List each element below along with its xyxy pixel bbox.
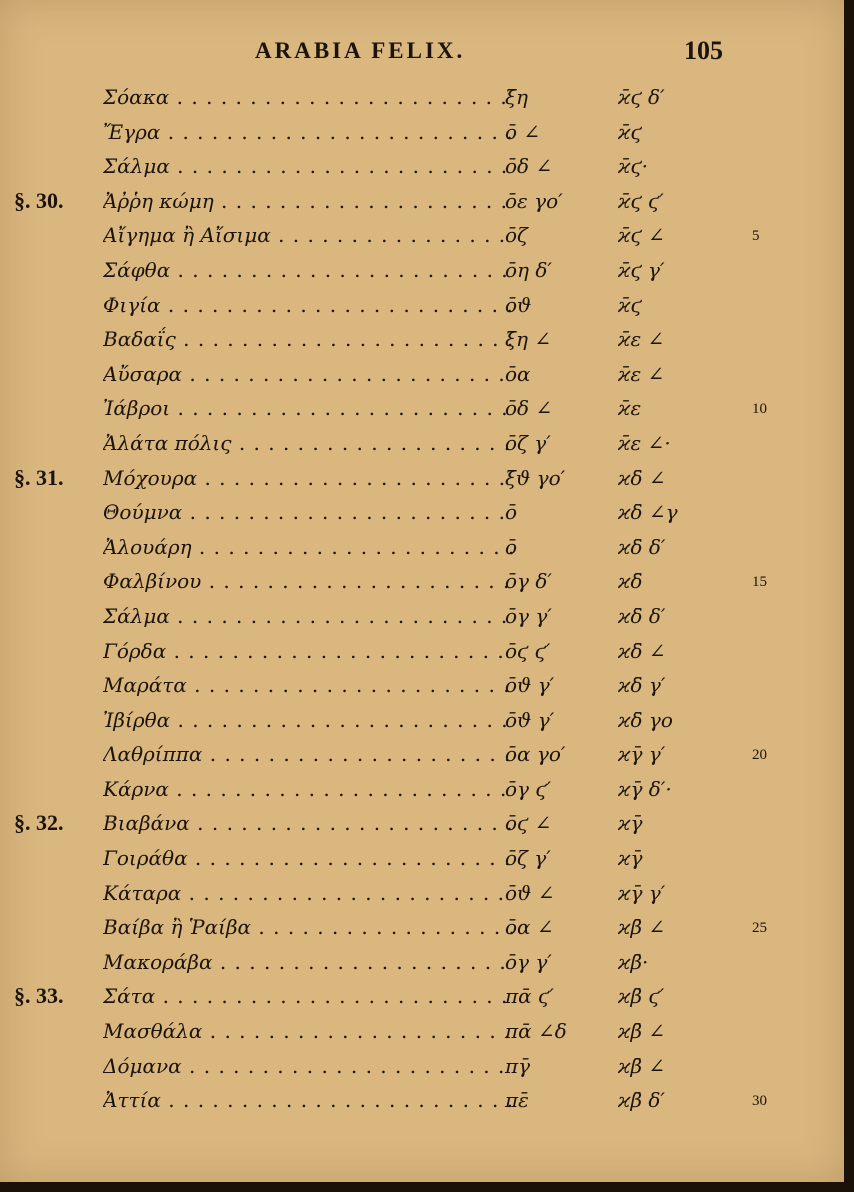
latitude-value: ϰγ̄: [618, 846, 643, 871]
longitude-value: πᾱ ∠δ: [505, 1019, 567, 1044]
table-row: [0, 391, 844, 426]
longitude-value: ο̄γ ϛ′: [505, 776, 552, 801]
latitude-value: ϰβ̄·: [618, 949, 649, 974]
latitude-value: ϰβ̄ ∠: [618, 915, 666, 940]
place-name: Φιγία . . .: [103, 293, 513, 317]
table-row: [0, 841, 844, 876]
latitude-value: ϰγ̄: [618, 811, 643, 836]
latitude-value: ϰ̄ε ∠: [618, 327, 665, 352]
place-name: Θούμνα . . .: [103, 500, 513, 524]
table-row: [0, 288, 844, 323]
place-name: Βαίβα ἢ Ῥαίβα . . .: [103, 915, 513, 939]
place-name: Ἀῤῥη κώμη . . .: [103, 189, 513, 213]
running-head: ARABIA FELIX.: [255, 38, 466, 63]
table-row: [0, 495, 844, 530]
latitude-value: ϰβ̄ ∠: [618, 1019, 666, 1044]
latitude-value: ϰδ̄ ∠γ: [618, 500, 678, 525]
table-row: [0, 772, 844, 807]
table-row: [0, 945, 844, 980]
place-name: Λαθρίππα . . .: [103, 742, 513, 766]
table-row: [0, 806, 844, 841]
place-name: Δόμανα . . .: [103, 1054, 513, 1078]
longitude-value: ο̄γ γ′: [505, 949, 552, 974]
table-row: [0, 357, 844, 392]
latitude-value: ϰδ̄ ∠: [618, 465, 666, 490]
table-row: [0, 115, 844, 150]
table-row: [0, 184, 844, 219]
place-name: Ἀττία . . .: [103, 1088, 513, 1112]
longitude-value: ο̄α γο′: [505, 742, 566, 767]
place-name: Μόχουρα . . .: [103, 466, 513, 490]
latitude-value: ϰ̄ϛ: [618, 292, 642, 317]
longitude-value: ο̄α: [505, 361, 531, 386]
latitude-value: ϰβ̄ ∠: [618, 1053, 666, 1078]
place-name: Ἀλάτα πόλις . . .: [103, 431, 513, 455]
latitude-value: ϰδ̄ γ′: [618, 673, 666, 698]
table-row: [0, 149, 844, 184]
table-row: [0, 703, 844, 738]
longitude-value: ο̄ζ γ′: [505, 430, 551, 455]
table-row: [0, 876, 844, 911]
place-name: Κάρνα . . .: [103, 777, 513, 801]
section-mark: §. 33.: [14, 983, 64, 1009]
latitude-value: ϰδ̄: [618, 569, 643, 594]
table-row: [0, 668, 844, 703]
latitude-value: ϰγ̄ δ′·: [618, 776, 672, 801]
line-number: 15: [752, 574, 767, 591]
section-mark: §. 31.: [14, 464, 64, 490]
page-number: 105: [684, 36, 723, 65]
latitude-value: ϰβ̄ δ′: [618, 1088, 665, 1113]
line-number: 5: [752, 228, 760, 245]
place-name: Σάφθα . . .: [103, 258, 513, 282]
table-row: [0, 737, 844, 772]
latitude-value: ϰδ̄ ∠: [618, 638, 666, 663]
longitude-value: ο̄ζ: [505, 223, 528, 248]
table-row: [0, 1049, 844, 1084]
table-row: [0, 634, 844, 669]
table-row: [0, 461, 844, 496]
longitude-value: ο̄: [505, 500, 518, 525]
place-name: Βαδαΐς . . .: [103, 327, 513, 351]
place-name: Σάλμα . . .: [103, 154, 513, 178]
longitude-value: ξ̄η: [505, 85, 528, 109]
table-row: [0, 426, 844, 461]
gazetteer-table: [0, 80, 844, 1118]
longitude-value: ξ̄η ∠: [505, 327, 552, 352]
latitude-value: ϰβ̄ ϛ′: [618, 984, 665, 1009]
longitude-value: ο̄ϑ ∠: [505, 880, 555, 905]
longitude-value: ο̄ϛ ϛ′: [505, 638, 551, 663]
longitude-value: ο̄ ∠: [505, 119, 541, 144]
longitude-value: ο̄α ∠: [505, 915, 554, 940]
longitude-value: ξ̄ϑ γο′: [505, 465, 566, 490]
longitude-value: πᾱ ϛ′: [505, 984, 554, 1009]
place-name: Σάτα . . .: [103, 984, 513, 1008]
scan-edge-right: [844, 0, 854, 1192]
latitude-value: ϰ̄ϛ γ′: [618, 257, 665, 282]
place-name: Μασθάλα . . .: [103, 1019, 513, 1043]
table-row: [0, 979, 844, 1014]
table-row: [0, 322, 844, 357]
line-number: 30: [752, 1093, 767, 1110]
table-row: [0, 910, 844, 945]
place-name: Γόρδα . . .: [103, 639, 513, 663]
table-row: [0, 80, 844, 115]
longitude-value: πγ̄: [505, 1053, 531, 1078]
longitude-value: πε̄: [505, 1088, 529, 1113]
latitude-value: ϰδ̄ δ′: [618, 534, 666, 559]
section-mark: §. 32.: [14, 810, 64, 836]
longitude-value: ο̄γ γ′: [505, 603, 552, 628]
line-number: 10: [752, 401, 767, 418]
longitude-value: ο̄ϑ: [505, 292, 532, 317]
place-name: Σόακα . . .: [103, 85, 513, 109]
latitude-value: ϰ̄ϛ·: [618, 154, 649, 179]
latitude-value: ϰ̄ϛ: [618, 119, 642, 144]
place-name: Ἔγρα . . .: [103, 120, 513, 144]
table-row: [0, 1083, 844, 1118]
latitude-value: ϰγ̄ γ′: [618, 880, 666, 905]
latitude-value: ϰ̄ε ∠·: [618, 430, 671, 455]
longitude-value: ο̄δ ∠: [505, 154, 553, 179]
longitude-value: ο̄ε γο′: [505, 188, 563, 213]
latitude-value: ϰ̄ϛ ∠: [618, 223, 665, 248]
table-row: [0, 564, 844, 599]
section-mark: §. 30.: [14, 187, 64, 213]
latitude-value: ϰ̄ϛ ϛ′: [618, 188, 664, 213]
longitude-value: ο̄ϑ γ′: [505, 707, 555, 732]
longitude-value: ο̄ϑ γ′: [505, 673, 555, 698]
place-name: Αὔσαρα . . .: [103, 362, 513, 386]
longitude-value: ο̄ζ γ′: [505, 846, 551, 871]
line-number: 20: [752, 747, 767, 764]
table-row: [0, 253, 844, 288]
place-name: Σάλμα . . .: [103, 604, 513, 628]
table-row: [0, 218, 844, 253]
table-row: [0, 1014, 844, 1049]
place-name: Ἰβίρθα . . .: [103, 708, 513, 732]
table-row: [0, 530, 844, 565]
latitude-value: ϰ̄ε: [618, 396, 642, 421]
place-name: Αἴγημα ἢ Αἴσιμα . . .: [103, 223, 513, 247]
place-name: Φαλβίνου . . .: [103, 569, 513, 593]
latitude-value: ϰγ̄ γ′: [618, 742, 666, 767]
latitude-value: ϰ̄ϛ δ′: [618, 85, 665, 109]
place-name: Μαράτα . . .: [103, 673, 513, 697]
place-name: Ἀλουάρη . . .: [103, 535, 513, 559]
latitude-value: ϰδ̄ δ′: [618, 603, 666, 628]
latitude-value: ϰδ̄ γο: [618, 707, 673, 732]
place-name: Ἰάβροι . . .: [103, 396, 513, 420]
longitude-value: ο̄δ ∠: [505, 396, 553, 421]
table-row: [0, 599, 844, 634]
longitude-value: ο̄: [505, 534, 518, 559]
place-name: Μακοράβα . . .: [103, 950, 513, 974]
line-number: 25: [752, 920, 767, 937]
longitude-value: ο̄ϛ ∠: [505, 811, 552, 836]
longitude-value: ο̄η δ′: [505, 257, 552, 282]
longitude-value: ο̄γ δ′: [505, 569, 552, 594]
scan-edge-bottom: [0, 1182, 854, 1192]
place-name: Κάταρα . . .: [103, 881, 513, 905]
latitude-value: ϰ̄ε ∠: [618, 361, 665, 386]
place-name: Γοιράθα . . .: [103, 846, 513, 870]
place-name: Βιαβάνα . . .: [103, 811, 513, 835]
